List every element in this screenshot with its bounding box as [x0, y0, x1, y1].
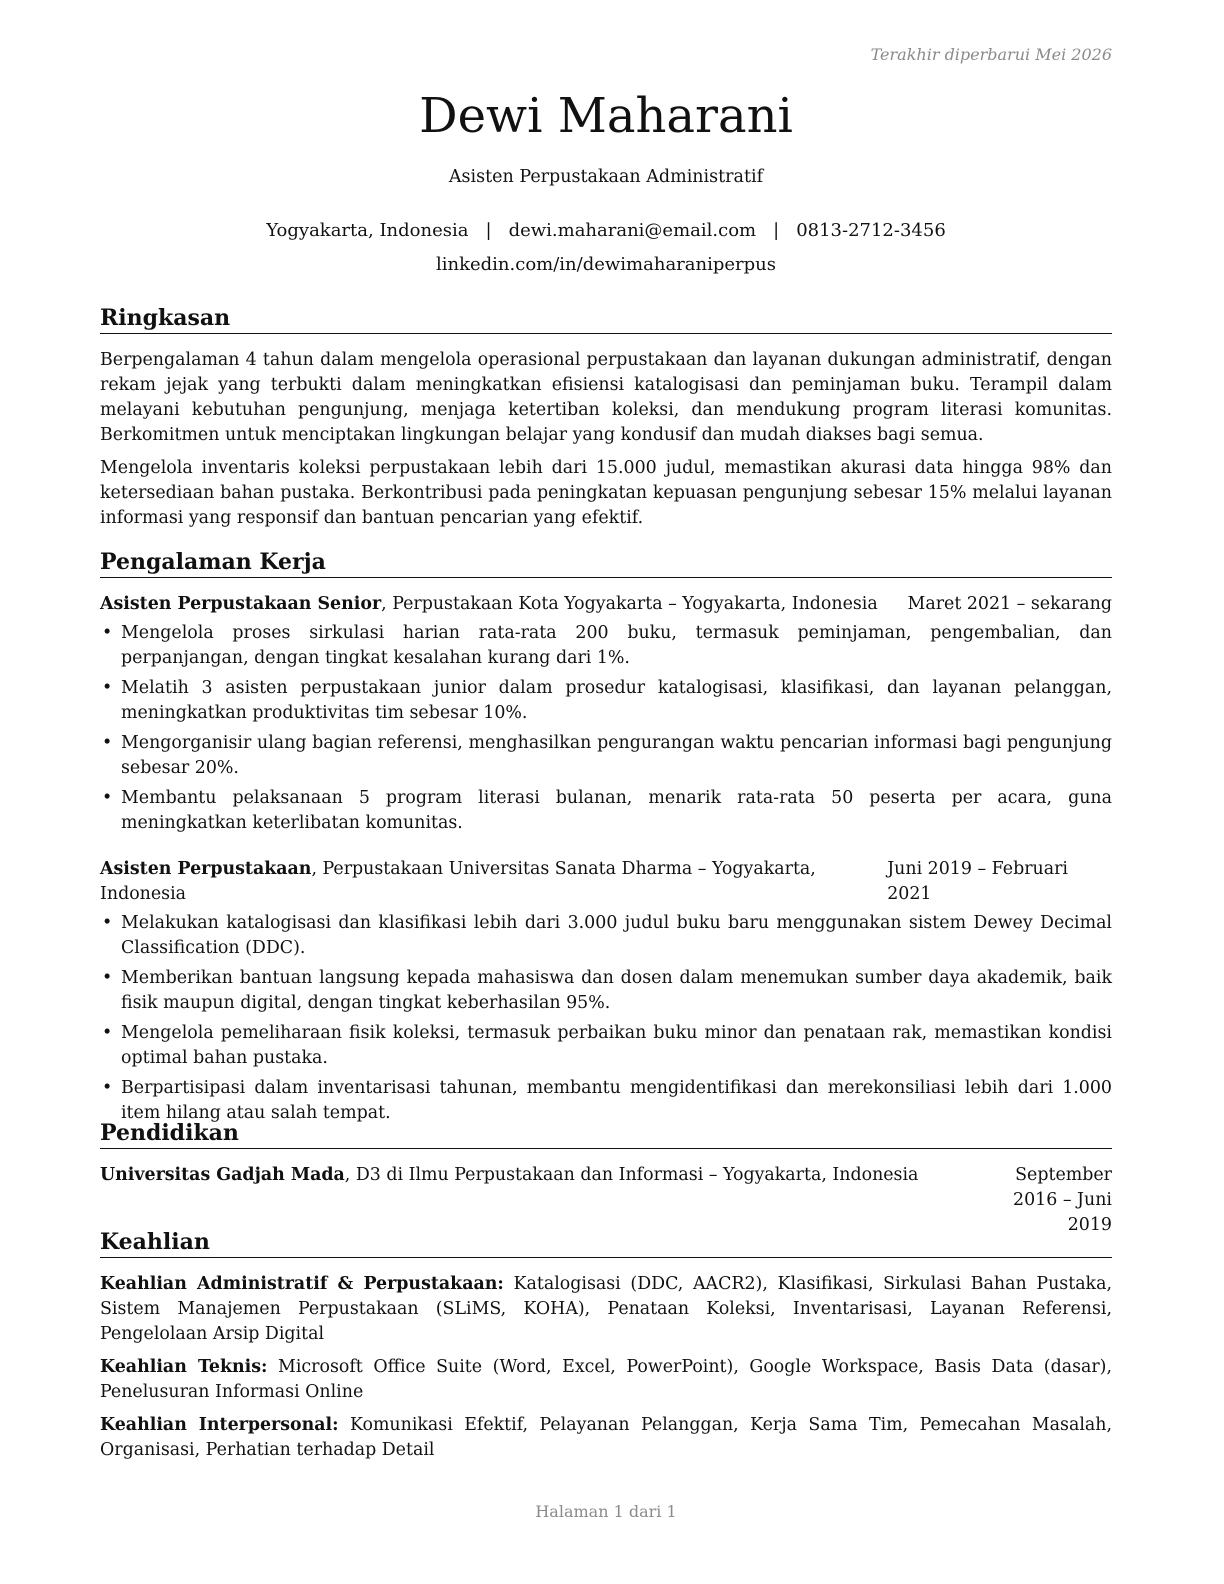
- skill-label: Keahlian Administratif & Perpustakaan:: [100, 1274, 504, 1294]
- job-bullets: [100, 911, 1112, 1126]
- experience-section: [100, 548, 1112, 1131]
- section-heading-summary: Ringkasan: [100, 304, 1112, 334]
- skill-group: [100, 1413, 1112, 1463]
- bullet-icon: •: [102, 1078, 113, 1098]
- job-bullets: [100, 621, 1112, 836]
- job-org: , Perpustakaan Kota Yogyakarta – Yogyakarta, Indonesia: [381, 594, 878, 614]
- list-item: • Mengelola pemeliharaan fisik koleksi, termasuk perbaikan buku minor dan penataan rak, memastikan kondisi optimal bahan pustaka.: [102, 1023, 1112, 1068]
- list-item: • Melakukan katalogisasi dan klasifikasi lebih dari 3.000 judul buku baru menggunakan sistem Dewey Decimal Classification (DDC).: [102, 913, 1112, 958]
- job-header: [100, 857, 1112, 907]
- summary-section: [100, 304, 1112, 539]
- last-updated-note: Terakhir diperbarui Mei 2026: [870, 45, 1112, 64]
- list-item: • Melatih 3 asisten perpustakaan junior dalam prosedur katalogisasi, klasifikasi, dan layanan pelanggan, meningkatkan produktivitas tim sebesar 10%.: [102, 678, 1112, 723]
- job-dates: Juni 2019 – Februari 2021: [887, 859, 1068, 904]
- education-section: [100, 1119, 1112, 1238]
- list-item: • Membantu pelaksanaan 5 program literasi bulanan, menarik rata-rata 50 peserta per acara, guna meningkatkan keterlibatan komunitas.: [102, 788, 1112, 833]
- job-dates: Maret 2021 – sekarang: [907, 594, 1112, 614]
- section-heading-education: Pendidikan: [100, 1119, 1112, 1149]
- bullet-icon: •: [102, 1023, 113, 1043]
- phone-text: 0813-2712-3456: [796, 220, 946, 241]
- job-role: Asisten Perpustakaan Senior: [100, 594, 382, 614]
- email-link[interactable]: dewi.maharani@email.com: [508, 220, 757, 241]
- school-name: Universitas Gadjah Mada: [100, 1165, 345, 1185]
- section-heading-experience: Pengalaman Kerja: [100, 548, 1112, 578]
- list-item: • Mengorganisir ulang bagian referensi, menghasilkan pengurangan waktu pencarian informasi bagi pengunjung sebesar 20%.: [102, 733, 1112, 778]
- skill-label: Keahlian Interpersonal:: [100, 1415, 339, 1435]
- bullet-icon: •: [102, 788, 113, 808]
- bullet-icon: •: [102, 678, 113, 698]
- job-entry: [100, 592, 1112, 836]
- bullet-icon: •: [102, 968, 113, 988]
- bullet-icon: •: [102, 623, 113, 643]
- skill-group: [100, 1272, 1112, 1347]
- list-item: • Mengelola proses sirkulasi harian rata-rata 200 buku, termasuk peminjaman, pengembalian, dan perpanjangan, dengan tingkat kesalahan kurang dari 1%.: [102, 623, 1112, 668]
- summary-paragraph: Berpengalaman 4 tahun dalam mengelola operasional perpustakaan dan layanan dukungan administratif, dengan rekam jejak yang terbukti dalam meningkatkan efisiensi katalogisasi dan peminjaman buku. Terampil dalam melayani kebutuhan pengunjung, menjaga ketertiban koleksi, dan mendukung program literasi komunitas. Berkomitmen untuk menciptakan lingkungan belajar yang kondusif dan mudah diakses bagi semua.: [100, 350, 1112, 445]
- section-heading-skills: Keahlian: [100, 1228, 1112, 1258]
- skill-label: Keahlian Teknis:: [100, 1357, 268, 1377]
- separator: |: [485, 220, 492, 241]
- job-org: , Perpustakaan Universitas Sanata Dharma – Yogyakarta, Indonesia: [100, 859, 816, 904]
- bullet-icon: •: [102, 913, 113, 933]
- page-number: Halaman 1 dari 1: [535, 1502, 677, 1521]
- job-entry: [100, 857, 1112, 1126]
- degree-program: , D3 di Ilmu Perpustakaan dan Informasi – Yogyakarta, Indonesia: [344, 1165, 919, 1185]
- skill-list: Microsoft Office Suite (Word, Excel, PowerPoint), Google Workspace, Basis Data (dasar), Penelusuran Informasi Online: [100, 1357, 1112, 1402]
- linkedin-link[interactable]: linkedin.com/in/dewimaharaniperpus: [435, 254, 776, 275]
- contact-line: [100, 220, 1112, 241]
- bullet-icon: •: [102, 733, 113, 753]
- summary-paragraph: Mengelola inventaris koleksi perpustakaan lebih dari 15.000 judul, memastikan akurasi data hingga 98% dan ketersediaan bahan pustaka. Berkontribusi pada peningkatan kepuasan pengunjung sebesar 15% melalui layanan informasi yang responsif dan bantuan pencarian yang efektif.: [100, 458, 1112, 528]
- candidate-title: Asisten Perpustakaan Administratif: [448, 167, 764, 187]
- skill-group: [100, 1355, 1112, 1405]
- list-item: • Memberikan bantuan langsung kepada mahasiswa dan dosen dalam menemukan sumber daya akademik, baik fisik maupun digital, dengan tingkat keberhasilan 95%.: [102, 968, 1112, 1013]
- candidate-name: Dewi Maharani: [419, 88, 793, 144]
- list-item: • Berpartisipasi dalam inventarisasi tahunan, membantu mengidentifikasi dan merekonsiliasi lebih dari 1.000 item hilang atau salah tempat.: [102, 1078, 1112, 1123]
- skill-list: Komunikasi Efektif, Pelayanan Pelanggan, Kerja Sama Tim, Pemecahan Masalah, Organisasi, Perhatian terhadap Detail: [100, 1415, 1112, 1460]
- skill-list: Katalogisasi (DDC, AACR2), Klasifikasi, Sirkulasi Bahan Pustaka, Sistem Manajemen Perpustakaan (SLiMS, KOHA), Penataan Koleksi, Inventarisasi, Layanan Referensi, Pengelolaan Arsip Digital: [100, 1274, 1112, 1344]
- job-role: Asisten Perpustakaan: [100, 859, 312, 879]
- skills-section: [100, 1228, 1112, 1471]
- education-entry: [100, 1163, 1112, 1238]
- separator: |: [773, 220, 780, 241]
- job-header: [100, 592, 1112, 617]
- education-dates: September 2016 – Juni 2019: [1013, 1165, 1112, 1235]
- location-text: Yogyakarta, Indonesia: [266, 220, 469, 241]
